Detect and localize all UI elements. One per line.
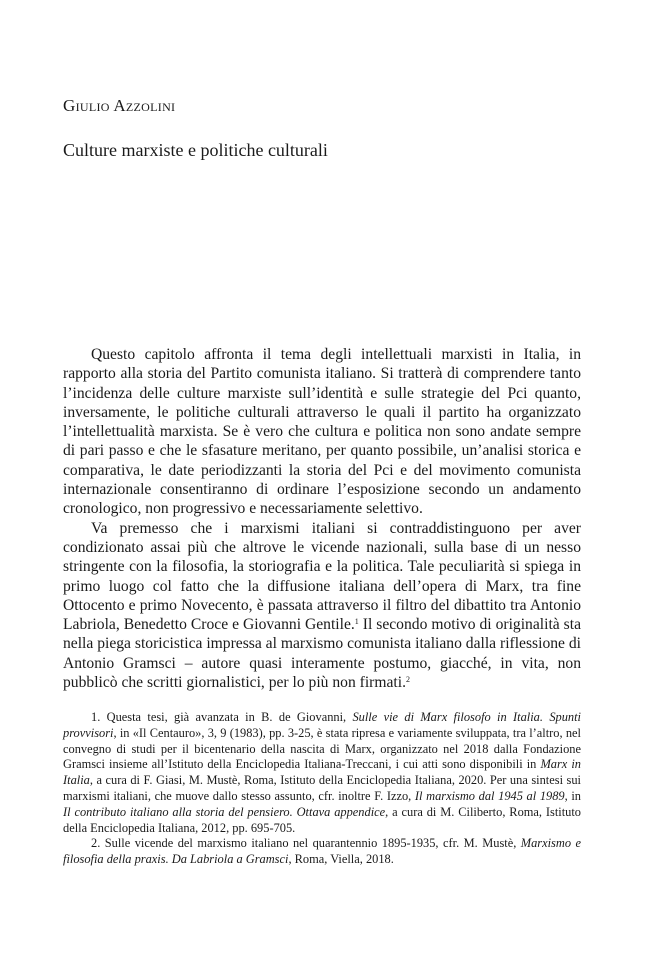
footnotes	[63, 710, 581, 868]
chapter-body	[63, 345, 581, 692]
body-paragraph: Questo capitolo affronta il tema degli intellettuali marxisti in Italia, in rapporto alla storia del Partito comunista italiano. Si tratterà di comprendere tanto l’incidenza delle culture marxiste sull’identità e sulle strategie del Pci quanto, inversamente, le politiche culturali attraverso le quali il partito ha organizzato l’intellettualità marxista. Se è vero che cultura e politica non sono andate sempre di pari passo e che le sfasature meritano, per quanto possibile, un’analisi storica e comparativa, le date periodizzanti la storia del Pci e del movimento comunista internazionale consentiranno di ordinare l’esposizione secondo un andamento cronologico, non progressivo e necessariamente selettivo.	[63, 346, 581, 518]
footnote-ref-2[interactable]: 2	[406, 675, 410, 685]
footnote-ref-1[interactable]: 1	[354, 617, 359, 627]
chapter-author: Giulio Azzolini	[63, 96, 176, 115]
chapter-title: Culture marxiste e politiche culturali	[63, 140, 328, 160]
body-paragraph: Va premesso che i marxismi italiani si contraddistinguono per aver condizionato assai più che altrove le vicende nazionali, sulla base di un nesso stringente con la filosofia, la storiografia e la politica. Tale peculiarità si spiega in primo luogo col fatto che la diffusione italiana dell’opera di Marx, tra fine Ottocento e primo Novecento, è passata attraverso il filtro del dibattito tra Antonio Labriola, Benedetto Croce e Giovanni Gentile.$^1$ Il secondo motivo di originalità sta nella piega storicistica impressa al marxismo comunista italiano dalla riflessione di Antonio Gramsci – autore quasi interamente postumo, giacché, in vita, non pubblicò che scritti giornalistici, per lo più non firmati.$^2$	[63, 519, 581, 692]
footnote-1: 1. Questa tesi, già avanzata in B. de Giovanni, Sulle vie di Marx filosofo in Italia. Spunti provvisori, in «Il Centauro», 3, 9 (1983), pp. 3-25, è stata ripresa e variamente sviluppata, tra l’altro, nel convegno di studi per il bicentenario della nascita di Marx, organizzato nel 2018 dalla Fondazione Gramsci insieme all’Istituto della Enciclopedia Italiana-Treccani, i cui atti sono disponibili in Marx in Italia, a cura di F. Giasi, M. Mustè, Roma, Istituto della Enciclopedia Italiana, 2020. Per una sintesi sui marxismi italiani, che muove dallo stesso assunto, cfr. inoltre F. Izzo, Il marxismo dal 1945 al 1989, in Il contributo italiano alla storia del pensiero. Ottava appendice, a cura di M. Ciliberto, Roma, Istituto della Enciclopedia Italiana, 2012, pp. 695-705.	[63, 710, 582, 835]
footnote-2: 2. Sulle vicende del marxismo italiano nel quarantennio 1895-1935, cfr. M. Mustè, Marxismo e filosofia della praxis. Da Labriola a Gramsci, Roma, Viella, 2018.	[63, 836, 581, 867]
